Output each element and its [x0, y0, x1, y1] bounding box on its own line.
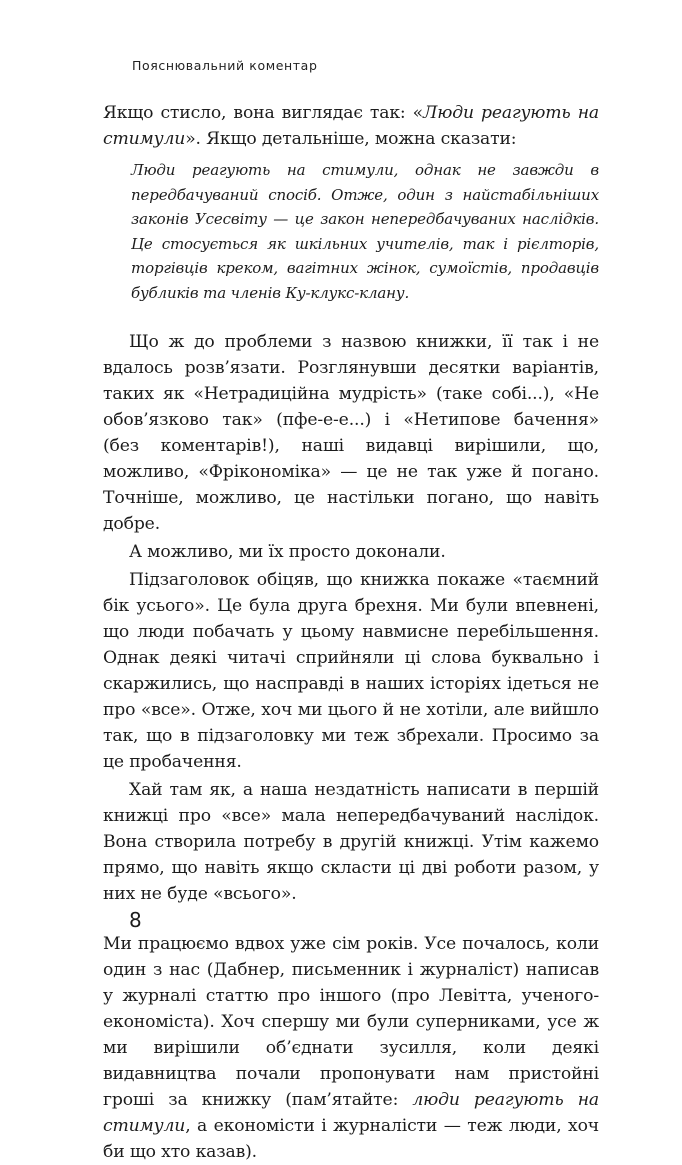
collaboration-text-end: , а економісти і журналісти — теж люди, хоч би що хто казав). [103, 1115, 599, 1162]
paragraph-consequence: Хай там як, а наша нездатність написати в першій книжці про «все» мала непередбачуваний наслідок. Вона створила потребу в другій книжці. Утім кажемо прямо, що навіть якщо скласти ці дві роботи разом, у них не буде «всього». [103, 779, 599, 904]
paragraph-title-problem: Що ж до проблеми з назвою книжки, її так і не вдалось розв’язати. Розглянувши десятки варіантів, таких як «Нетрадиційна мудрість» (таке собі...), «Не обов’язково так» (пфе-е-е...) і «Нетипове бачення» (без коментарів!), наші видавці вирішили, що, можливо, «Фрікономіка» — це не так уже й погано. Точніше, можливо, це настільки погано, що навіть добре. [103, 331, 599, 534]
paragraph-exhausted: А можливо, ми їх просто доконали. [129, 541, 446, 562]
block-quote: Люди реагують на стимули, однак не завжди в передбачуваний спосіб. Отже, один з найстабільніших законів Усесвіту — це закон непередбачуваних наслідків. Це стосується як шкільних учителів, так і рієлторів, торгівців креком, вагітних жінок, сумоїстів, продавців бубликів та членів Ку-клукс-клану. [131, 161, 599, 302]
intro-text: Якщо стисло, вона виглядає так: « [103, 103, 424, 123]
intro-text-end: ». Якщо детальніше, можна сказати: [185, 129, 517, 149]
page-body [103, 100, 599, 1165]
paragraph-collaboration [103, 931, 599, 1165]
collaboration-italic-phrase: люди реагують на стимули [103, 1089, 599, 1136]
page-number: 8 [129, 908, 142, 932]
intro-paragraph [103, 100, 599, 152]
collaboration-text: Ми працюємо вдвох уже сім років. Усе почалось, коли один з нас (Дабнер, письменник і журналіст) написав у журналі статтю про іншого (про Левітта, ученого-економіста). Хоч спершу ми були суперниками, усе ж ми вирішили об’єднати зусилля, коли деякі видавництва почали пропонувати нам пристойні гроші за книжку (пам’ятайте: [103, 933, 599, 1110]
intro-italic-phrase: Люди реагують на стимули [103, 103, 599, 149]
paragraph-subtitle: Підзаголовок обіцяв, що книжка покаже «таємний бік усього». Це була друга брехня. Ми були впевнені, що люди побачать у цьому навмисне перебільшення. Однак деякі читачі сприйняли ці слова буквально і скаржились, що насправді в наших історіях ідеться не про «все». Отже, хоч ми цього й не хотіли, але вийшло так, що в підзаголовку ми теж збрехали. Просимо за це пробачення. [103, 569, 599, 772]
running-header: Пояснювальний коментар [132, 58, 318, 73]
